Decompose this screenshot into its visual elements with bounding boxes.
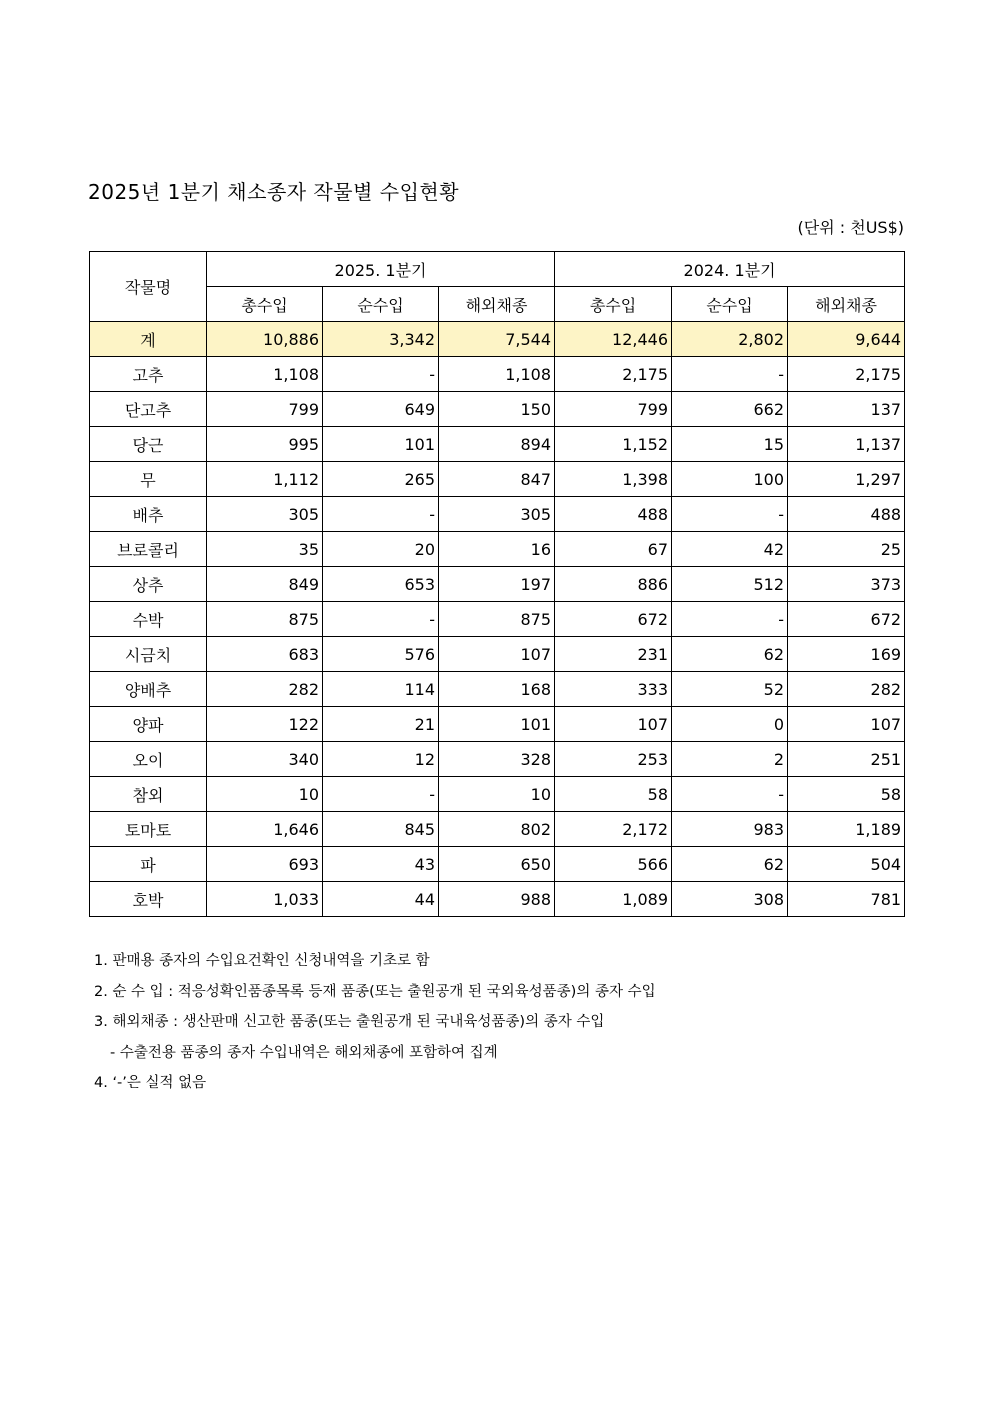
table-cell: 282 bbox=[207, 672, 323, 707]
table-cell: 107 bbox=[555, 707, 672, 742]
footnote-sub: - 수출전용 품종의 종자 수입내역은 해외채종에 포함하여 집계 bbox=[110, 1044, 498, 1061]
table-cell: 251 bbox=[788, 742, 905, 777]
sub-header-row bbox=[90, 287, 905, 322]
table-cell: 58 bbox=[788, 777, 905, 812]
table-cell: 847 bbox=[439, 462, 555, 497]
table-cell: 42 bbox=[672, 532, 788, 567]
table-cell: 875 bbox=[207, 602, 323, 637]
table-cell: 43 bbox=[323, 847, 439, 882]
footnotes bbox=[94, 946, 656, 1099]
table-cell: 1,089 bbox=[555, 882, 672, 917]
page-title: 2025년 1분기 채소종자 작물별 수입현황 bbox=[88, 180, 460, 204]
table-row bbox=[90, 427, 905, 462]
table-cell: 21 bbox=[323, 707, 439, 742]
table-row bbox=[90, 637, 905, 672]
table-row bbox=[90, 602, 905, 637]
table-cell: 308 bbox=[672, 882, 788, 917]
table-cell: 1,189 bbox=[788, 812, 905, 847]
table-cell: 799 bbox=[555, 392, 672, 427]
period-header-2025: 2025. 1분기 bbox=[207, 252, 555, 287]
crop-name: 고추 bbox=[90, 357, 207, 392]
table-cell: 2 bbox=[672, 742, 788, 777]
table-cell: 512 bbox=[672, 567, 788, 602]
total-cell: 2,802 bbox=[672, 322, 788, 357]
table-cell: 15 bbox=[672, 427, 788, 462]
table-cell: 340 bbox=[207, 742, 323, 777]
table-cell: - bbox=[672, 602, 788, 637]
crop-name: 브로콜리 bbox=[90, 532, 207, 567]
total-row bbox=[90, 322, 905, 357]
table-cell: 1,398 bbox=[555, 462, 672, 497]
table-cell: 137 bbox=[788, 392, 905, 427]
table-cell: 20 bbox=[323, 532, 439, 567]
sub-header-overseas-seed-2024: 해외채종 bbox=[788, 287, 905, 322]
crop-name: 단고추 bbox=[90, 392, 207, 427]
table-cell: 107 bbox=[788, 707, 905, 742]
table-cell: 328 bbox=[439, 742, 555, 777]
table-cell: 58 bbox=[555, 777, 672, 812]
table-cell: - bbox=[672, 357, 788, 392]
table-cell: 2,175 bbox=[788, 357, 905, 392]
table-cell: 672 bbox=[788, 602, 905, 637]
table-cell: - bbox=[323, 497, 439, 532]
table-row bbox=[90, 497, 905, 532]
table-cell: 1,137 bbox=[788, 427, 905, 462]
table-cell: 265 bbox=[323, 462, 439, 497]
table-cell: 653 bbox=[323, 567, 439, 602]
table-row bbox=[90, 532, 905, 567]
period-header-row bbox=[90, 252, 905, 287]
crop-name: 양파 bbox=[90, 707, 207, 742]
total-cell: 10,886 bbox=[207, 322, 323, 357]
table-row bbox=[90, 672, 905, 707]
total-cell: 9,644 bbox=[788, 322, 905, 357]
crop-name: 무 bbox=[90, 462, 207, 497]
total-cell: 12,446 bbox=[555, 322, 672, 357]
footnote: 4. ‘-’은 실적 없음 bbox=[94, 1075, 207, 1091]
table-cell: 373 bbox=[788, 567, 905, 602]
table-cell: 100 bbox=[672, 462, 788, 497]
table-cell: 169 bbox=[788, 637, 905, 672]
table-cell: 488 bbox=[555, 497, 672, 532]
sub-header-total-import-2025: 총수입 bbox=[207, 287, 323, 322]
crop-name: 시금치 bbox=[90, 637, 207, 672]
table-cell: 488 bbox=[788, 497, 905, 532]
crop-name: 당근 bbox=[90, 427, 207, 462]
table-cell: 62 bbox=[672, 847, 788, 882]
table-cell: 10 bbox=[207, 777, 323, 812]
table-cell: 1,033 bbox=[207, 882, 323, 917]
table-cell: 333 bbox=[555, 672, 672, 707]
footnote: 3. 해외채종 : 생산판매 신고한 품종(또는 출원공개 된 국내육성품종)의 종자 수입 bbox=[94, 1014, 605, 1030]
total-cell: 3,342 bbox=[323, 322, 439, 357]
table-cell: 2,175 bbox=[555, 357, 672, 392]
table-cell: 25 bbox=[788, 532, 905, 567]
table-row bbox=[90, 357, 905, 392]
table-cell: - bbox=[323, 777, 439, 812]
table-cell: 845 bbox=[323, 812, 439, 847]
table-row bbox=[90, 812, 905, 847]
table-cell: 305 bbox=[207, 497, 323, 532]
table-cell: 799 bbox=[207, 392, 323, 427]
table-cell: 781 bbox=[788, 882, 905, 917]
table-row bbox=[90, 567, 905, 602]
crop-name: 오이 bbox=[90, 742, 207, 777]
total-cell: 7,544 bbox=[439, 322, 555, 357]
table-cell: 12 bbox=[323, 742, 439, 777]
table-cell: 1,108 bbox=[207, 357, 323, 392]
table-cell: 305 bbox=[439, 497, 555, 532]
table-cell: 0 bbox=[672, 707, 788, 742]
table-cell: 983 bbox=[672, 812, 788, 847]
table-cell: 168 bbox=[439, 672, 555, 707]
sub-header-net-import-2025: 순수입 bbox=[323, 287, 439, 322]
table-cell: 107 bbox=[439, 637, 555, 672]
table-row bbox=[90, 847, 905, 882]
crop-name: 파 bbox=[90, 847, 207, 882]
table-cell: 282 bbox=[788, 672, 905, 707]
table-cell: 44 bbox=[323, 882, 439, 917]
import-table bbox=[89, 251, 905, 917]
crop-name: 토마토 bbox=[90, 812, 207, 847]
table-cell: 1,152 bbox=[555, 427, 672, 462]
table-row bbox=[90, 392, 905, 427]
table-cell: 988 bbox=[439, 882, 555, 917]
total-label: 계 bbox=[90, 322, 207, 357]
table-cell: 101 bbox=[439, 707, 555, 742]
table-row bbox=[90, 777, 905, 812]
table-cell: 662 bbox=[672, 392, 788, 427]
table-cell: 1,108 bbox=[439, 357, 555, 392]
table-row bbox=[90, 462, 905, 497]
crop-name: 양배추 bbox=[90, 672, 207, 707]
table-cell: 122 bbox=[207, 707, 323, 742]
table-cell: 67 bbox=[555, 532, 672, 567]
table-cell: - bbox=[323, 357, 439, 392]
table-cell: 995 bbox=[207, 427, 323, 462]
footnote: 1. 판매용 종자의 수입요건확인 신청내역을 기초로 함 bbox=[94, 953, 430, 969]
table-cell: 150 bbox=[439, 392, 555, 427]
table-cell: 101 bbox=[323, 427, 439, 462]
table-cell: - bbox=[323, 602, 439, 637]
table-cell: 114 bbox=[323, 672, 439, 707]
table-cell: 802 bbox=[439, 812, 555, 847]
crop-name: 수박 bbox=[90, 602, 207, 637]
table-cell: 62 bbox=[672, 637, 788, 672]
table-row bbox=[90, 707, 905, 742]
crop-header: 작물명 bbox=[90, 252, 207, 322]
table-row bbox=[90, 742, 905, 777]
table-cell: 849 bbox=[207, 567, 323, 602]
sub-header-total-import-2024: 총수입 bbox=[555, 287, 672, 322]
table-cell: 504 bbox=[788, 847, 905, 882]
table-cell: 894 bbox=[439, 427, 555, 462]
table-cell: 1,297 bbox=[788, 462, 905, 497]
table-cell: 886 bbox=[555, 567, 672, 602]
table-cell: 693 bbox=[207, 847, 323, 882]
unit-label: (단위 : 천US$) bbox=[797, 218, 904, 237]
table-cell: 650 bbox=[439, 847, 555, 882]
table-cell: 576 bbox=[323, 637, 439, 672]
table-cell: 253 bbox=[555, 742, 672, 777]
table-cell: 1,112 bbox=[207, 462, 323, 497]
table-cell: - bbox=[672, 497, 788, 532]
sub-header-net-import-2024: 순수입 bbox=[672, 287, 788, 322]
table-cell: 683 bbox=[207, 637, 323, 672]
crop-name: 배추 bbox=[90, 497, 207, 532]
footnote: 2. 순 수 입 : 적응성확인품종목록 등재 품종(또는 출원공개 된 국외육성품종)의 종자 수입 bbox=[94, 983, 656, 1000]
period-header-2024: 2024. 1분기 bbox=[555, 252, 905, 287]
sub-header-overseas-seed-2025: 해외채종 bbox=[439, 287, 555, 322]
table-cell: 649 bbox=[323, 392, 439, 427]
table-cell: 566 bbox=[555, 847, 672, 882]
crop-name: 참외 bbox=[90, 777, 207, 812]
crop-name: 호박 bbox=[90, 882, 207, 917]
table-cell: 10 bbox=[439, 777, 555, 812]
crop-name: 상추 bbox=[90, 567, 207, 602]
table-cell: 1,646 bbox=[207, 812, 323, 847]
table-cell: - bbox=[672, 777, 788, 812]
table-row bbox=[90, 882, 905, 917]
table-cell: 16 bbox=[439, 532, 555, 567]
table-cell: 875 bbox=[439, 602, 555, 637]
table-cell: 35 bbox=[207, 532, 323, 567]
table-cell: 52 bbox=[672, 672, 788, 707]
table-cell: 672 bbox=[555, 602, 672, 637]
table-cell: 2,172 bbox=[555, 812, 672, 847]
table-cell: 231 bbox=[555, 637, 672, 672]
table-cell: 197 bbox=[439, 567, 555, 602]
